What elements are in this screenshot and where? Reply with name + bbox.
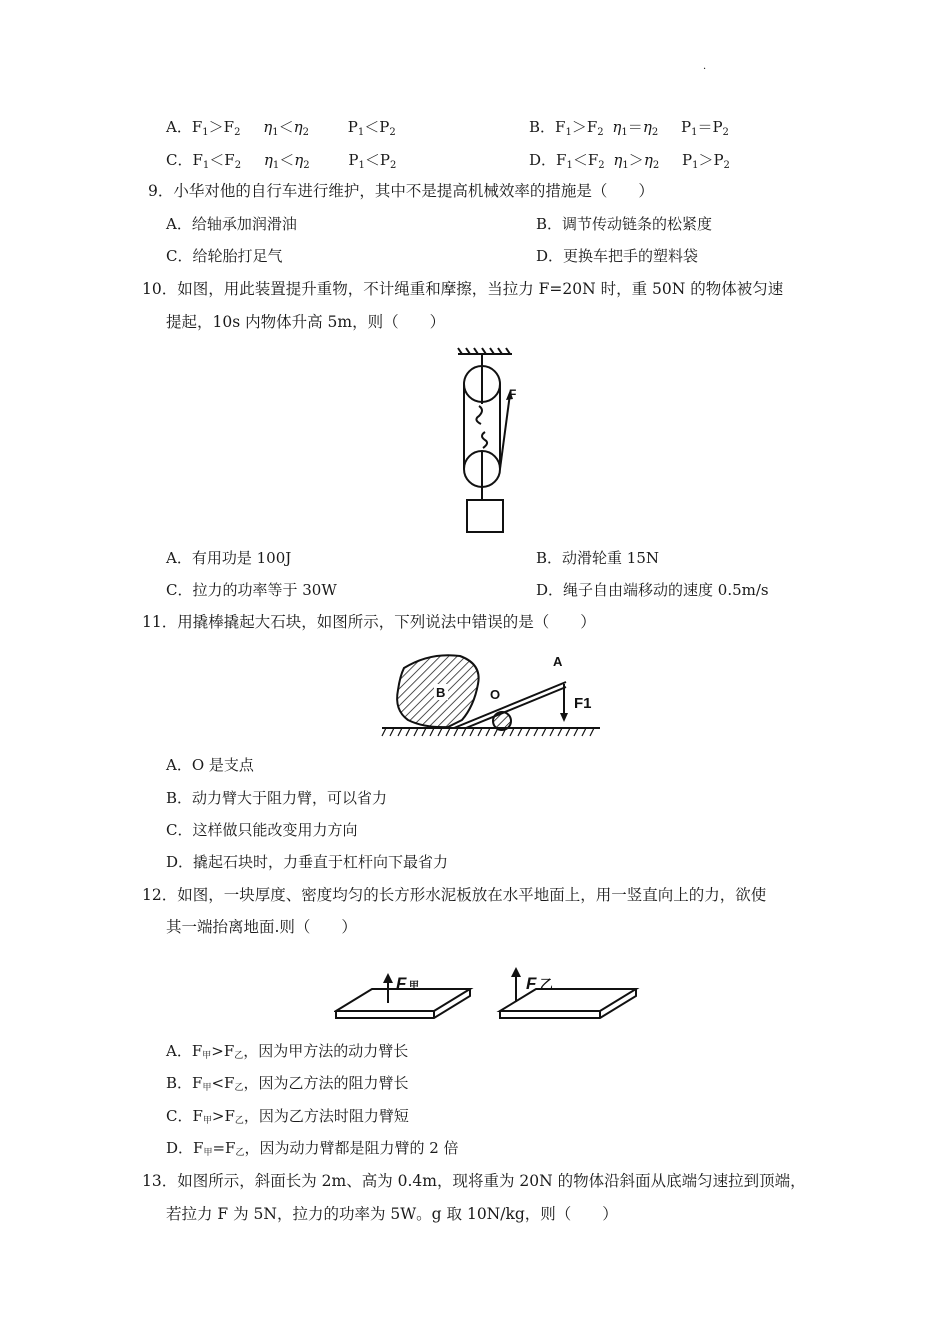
- rope-free: [500, 394, 510, 469]
- q9-option-a[interactable]: A．给轴承加润滑油: [166, 215, 297, 233]
- q8-option-d[interactable]: D．$F_1<F_2$ $\eta_1>\eta_2$ $P_1>P_2$: [529, 151, 730, 171]
- q13-stem-line1: 13．如图所示，斜面长为 2m、高为 0.4m，现将重为 20N 的物体沿斜面从底端匀速拉到顶端，: [142, 1172, 806, 1190]
- label-a: A: [553, 654, 563, 669]
- hook-lower: [482, 432, 487, 448]
- label-f: F: [509, 387, 517, 401]
- lever-figure: [378, 650, 604, 740]
- q10-option-c[interactable]: C．拉力的功率等于 30W: [166, 581, 337, 599]
- hook-upper: [476, 406, 482, 424]
- q10-stem-line1: 10．如图，用此装置提升重物，不计绳重和摩擦，当拉力 F=20N 时，重 50N 的物体被匀速: [142, 280, 784, 298]
- label-f-yi: F: [526, 974, 537, 993]
- q12-option-b[interactable]: B．F甲<F乙，因为乙方法的阻力臂长: [166, 1074, 409, 1093]
- q10-option-b[interactable]: B．动滑轮重 15N: [536, 549, 660, 567]
- q8-option-b[interactable]: B．$F_1>F_2$ $\eta_1=\eta_2$ $P_1=P_2$: [529, 118, 729, 138]
- label-o: O: [490, 687, 501, 702]
- force-yi-arrow-head: [511, 967, 521, 977]
- q9-stem: 9．小华对他的自行车进行维护，其中不是提高机械效率的措施是（ ）: [148, 182, 654, 200]
- q10-option-d[interactable]: D．绳子自由端移动的速度 0.5m/s: [536, 581, 769, 599]
- q13-stem-line2: 若拉力 F 为 5N，拉力的功率为 5W。g 取 10N/kg，则（ ）: [166, 1205, 618, 1223]
- q10-stem-line2: 提起，10s 内物体升高 5m，则（ ）: [166, 313, 446, 331]
- q12-stem-line2: 其一端抬离地面.则（ ）: [166, 918, 357, 936]
- slab-figure: [334, 965, 644, 1025]
- q11-option-a[interactable]: A．O 是支点: [166, 756, 254, 774]
- q8-option-c[interactable]: C．$F_1<F_2$ $\eta_1<\eta_2$ $P_1<P_2$: [166, 151, 397, 171]
- q9-option-d[interactable]: D．更换车把手的塑料袋: [536, 247, 699, 265]
- label-yi: 乙: [540, 977, 554, 992]
- q8-option-a[interactable]: A．$F_1>F_2$ $\eta_1<\eta_2$ $P_1<P_2$: [166, 118, 396, 138]
- force-f1-arrow-head: [560, 713, 568, 722]
- q11-option-b[interactable]: B．动力臂大于阻力臂，可以省力: [166, 789, 388, 807]
- q12-option-d[interactable]: D．F甲=F乙，因为动力臂都是阻力臂的 2 倍: [166, 1139, 459, 1158]
- force-jia-arrow-head: [383, 973, 393, 983]
- q9-option-c[interactable]: C．给轮胎打足气: [166, 247, 283, 265]
- q11-stem: 11．用撬棒撬起大石块，如图所示，下列说法中错误的是（ ）: [142, 613, 596, 631]
- q9-option-b[interactable]: B．调节传动链条的松紧度: [536, 215, 713, 233]
- q12-option-a[interactable]: A．F甲>F乙，因为甲方法的动力臂长: [166, 1042, 409, 1061]
- pulley-figure: [452, 346, 532, 536]
- fulcrum-stone: [493, 712, 511, 730]
- header-dot: ·: [703, 64, 707, 75]
- q12-stem-line1: 12．如图，一块厚度、密度均匀的长方形水泥板放在水平地面上，用一竖直向上的力，欲使: [142, 886, 767, 904]
- q10-option-a[interactable]: A．有用功是 100J: [166, 549, 292, 567]
- label-jia: 甲: [409, 981, 419, 992]
- q12-option-c[interactable]: C．F甲>F乙，因为乙方法时阻力臂短: [166, 1107, 409, 1126]
- label-b: B: [436, 685, 446, 700]
- label-f-jia: F: [396, 974, 407, 993]
- weight-block: [467, 500, 503, 532]
- label-f1: F1: [574, 695, 592, 712]
- q11-option-d[interactable]: D．撬起石块时，力垂直于杠杆向下最省力: [166, 853, 449, 871]
- q11-option-c[interactable]: C．这样做只能改变用力方向: [166, 821, 358, 839]
